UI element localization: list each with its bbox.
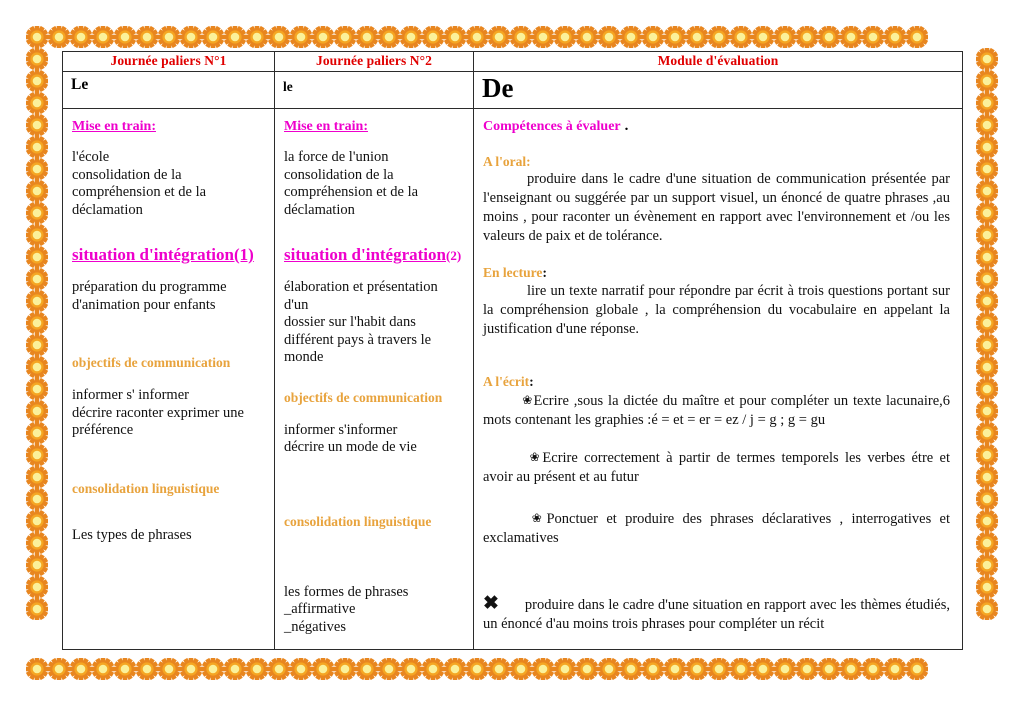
sun-flower-icon <box>976 114 998 136</box>
list-item: informer s' informer <box>72 387 189 403</box>
col3-ecrit-text-2: Ecrire correctement à partir de termes temporels les verbes étre et avoir au présent et au futur <box>483 450 950 485</box>
sun-flower-icon <box>224 26 246 48</box>
col1-situation-number: (1) <box>234 245 254 264</box>
list-item: informer s'informer <box>284 421 398 438</box>
col3-final-text: produire dans le cadre d'une situation en rapport avec les thèmes étudiés, un énoncé d'au moins trois phrases pour compléter un récit <box>483 597 950 632</box>
flower-bullet-icon: ❀ <box>527 511 547 525</box>
sun-flower-icon <box>224 658 246 680</box>
list-item: monde <box>284 349 324 365</box>
col3-oral-text-wrap <box>483 170 950 246</box>
sun-flower-icon <box>664 658 686 680</box>
col1-mise-en-train-lines <box>72 149 266 219</box>
sun-flower-icon <box>268 658 290 680</box>
list-item: d'animation pour enfants <box>72 296 216 313</box>
progression-table <box>62 51 963 650</box>
sun-flower-icon <box>796 658 818 680</box>
sun-flower-icon <box>246 658 268 680</box>
sun-flower-icon <box>26 180 48 202</box>
sun-flower-icon <box>180 26 202 48</box>
col2-mise-en-train-lines <box>284 149 465 219</box>
sun-flower-icon <box>976 312 998 334</box>
sun-flower-icon <box>976 290 998 312</box>
sun-flower-icon <box>26 598 48 620</box>
sun-flower-icon <box>884 658 906 680</box>
sun-flower-icon <box>26 422 48 444</box>
sun-flower-icon <box>976 576 998 598</box>
sun-flower-icon <box>664 26 686 48</box>
sun-flower-icon <box>26 378 48 400</box>
decorative-border-right <box>976 48 998 658</box>
sun-flower-icon <box>422 658 444 680</box>
sun-flower-icon <box>26 488 48 510</box>
sun-flower-icon <box>976 246 998 268</box>
sun-flower-icon <box>378 658 400 680</box>
sun-flower-icon <box>26 356 48 378</box>
sun-flower-icon <box>510 658 532 680</box>
col3-oral-label: A l'oral: <box>483 154 531 169</box>
sun-flower-icon <box>752 26 774 48</box>
col3-ecrit-colon: : <box>529 375 534 390</box>
sun-flower-icon <box>26 554 48 576</box>
col2-situation-lines <box>284 279 465 367</box>
list-item: consolidation de la <box>284 166 394 183</box>
header-cell-col1 <box>63 52 275 72</box>
col3-lecture-text-wrap <box>483 282 950 339</box>
sun-flower-icon <box>114 26 136 48</box>
col3-oral-text: produire dans le cadre d'une situation de communication présentée par l'enseignant ou suggérée par un support visuel, un énoncé de quatre phrases ,au moins , pour raconter un évènement en rapport avec l'environnement et /ou les valeurs de paix et de tolérance. <box>483 171 950 244</box>
col3-lecture-heading <box>483 264 950 282</box>
list-item: consolidation de la <box>72 166 182 183</box>
sun-flower-icon <box>642 658 664 680</box>
col3-ecrit-heading <box>483 373 950 391</box>
sun-flower-icon <box>114 658 136 680</box>
sun-flower-icon <box>422 26 444 48</box>
sun-flower-icon <box>532 658 554 680</box>
sun-flower-icon <box>510 26 532 48</box>
col1-consolidation-label: consolidation linguistique <box>72 480 220 496</box>
sun-flower-icon <box>488 658 510 680</box>
sun-flower-icon <box>976 554 998 576</box>
subheader-label-col2: le <box>283 79 293 94</box>
sun-flower-icon <box>976 466 998 488</box>
sun-flower-icon <box>466 26 488 48</box>
sun-flower-icon <box>686 658 708 680</box>
sun-flower-icon <box>136 658 158 680</box>
sun-flower-icon <box>444 658 466 680</box>
sun-flower-icon <box>48 26 70 48</box>
subheader-cell-col1 <box>63 72 275 109</box>
sun-flower-icon <box>620 26 642 48</box>
sun-flower-icon <box>862 658 884 680</box>
sun-flower-icon <box>976 598 998 620</box>
col2-consolidation-lines <box>284 584 465 637</box>
list-item: élaboration et présentation d'un <box>284 279 438 313</box>
sun-flower-icon <box>26 334 48 356</box>
decorative-border-bottom <box>26 658 998 680</box>
list-item: déclamation <box>72 201 143 218</box>
col3-ecrit-label: A l'écrit <box>483 374 530 389</box>
sun-flower-icon <box>976 92 998 114</box>
sun-flower-icon <box>26 26 48 48</box>
sun-flower-icon <box>862 26 884 48</box>
col1-consolidation-lines <box>72 527 266 545</box>
col2-consolidation-label: consolidation linguistique <box>284 513 432 529</box>
header-title-col1: Journée paliers N°1 <box>110 53 227 68</box>
sun-flower-icon <box>334 26 356 48</box>
sun-flower-icon <box>26 576 48 598</box>
sun-flower-icon <box>752 658 774 680</box>
col3-ecrit-text-3: Ponctuer et produire des phrases déclaratives , interrogatives et exclamatives <box>483 511 950 546</box>
list-item: compréhension et de la <box>72 184 207 200</box>
col2-mise-en-train-label: Mise en train: <box>284 119 368 134</box>
sun-flower-icon <box>378 26 400 48</box>
sun-flower-icon <box>976 334 998 356</box>
sun-flower-icon <box>70 658 92 680</box>
col3-ecrit-text-1: Ecrire ,sous la dictée du maître et pour compléter un texte lacunaire,6 mots contenant les graphies :é = et = er = ez / j = g ; g = gu <box>483 393 951 428</box>
sun-flower-icon <box>976 510 998 532</box>
sun-flower-icon <box>976 422 998 444</box>
list-item: l'école <box>72 149 110 165</box>
sun-flower-icon <box>976 48 998 70</box>
col1-content <box>63 109 274 552</box>
sun-flower-icon <box>906 658 928 680</box>
table-subheader-row <box>63 72 963 109</box>
sun-flower-icon <box>202 658 224 680</box>
list-item: compréhension et de la <box>284 184 419 200</box>
col2-situation-number: (2) <box>446 248 462 263</box>
sun-flower-icon <box>976 180 998 202</box>
col2-content <box>275 109 473 644</box>
col3-content <box>474 109 962 642</box>
body-cell-col3 <box>474 109 963 650</box>
col1-situation-label: situation d'intégration <box>72 245 234 264</box>
col3-ecrit-item-1 <box>483 391 950 430</box>
sun-flower-icon <box>290 26 312 48</box>
sun-flower-icon <box>796 26 818 48</box>
sun-flower-icon <box>158 658 180 680</box>
sun-flower-icon <box>906 26 928 48</box>
sun-flower-icon <box>976 224 998 246</box>
sun-flower-icon <box>400 26 422 48</box>
flower-bullet-icon: ❀ <box>527 450 543 464</box>
sun-flower-icon <box>312 26 334 48</box>
sun-flower-icon <box>818 26 840 48</box>
sun-flower-icon <box>708 26 730 48</box>
col1-mise-en-train-label: Mise en train: <box>72 119 156 134</box>
col3-lecture-text: lire un texte narratif pour répondre par écrit à trois questions portant sur la compréhension globale , la compréhension du vocabulaire en appelant la justification d'une réponse. <box>483 283 950 337</box>
subheader-cell-col3 <box>474 72 963 109</box>
sun-flower-icon <box>976 444 998 466</box>
col3-lecture-colon: : <box>542 266 548 281</box>
body-cell-col2 <box>275 109 474 650</box>
sun-flower-icon <box>976 158 998 180</box>
sun-flower-icon <box>92 26 114 48</box>
flower-bullet-icon: ❀ <box>521 393 534 407</box>
sun-flower-icon <box>290 658 312 680</box>
sun-flower-icon <box>202 26 224 48</box>
sun-flower-icon <box>976 268 998 290</box>
sun-flower-icon <box>136 26 158 48</box>
list-item: préparation du programme <box>72 279 227 295</box>
header-cell-col2 <box>275 52 474 72</box>
sun-flower-icon <box>334 658 356 680</box>
sun-flower-icon <box>818 658 840 680</box>
sun-flower-icon <box>686 26 708 48</box>
sun-flower-icon <box>26 202 48 224</box>
sun-flower-icon <box>488 26 510 48</box>
col1-objectifs-lines <box>72 387 266 440</box>
col1-objectifs-label: objectifs de communication <box>72 355 231 370</box>
decorative-border-top <box>26 26 998 48</box>
sun-flower-icon <box>26 400 48 422</box>
col1-situation-heading <box>72 245 266 265</box>
sun-flower-icon <box>576 658 598 680</box>
sun-flower-icon <box>840 26 862 48</box>
sun-flower-icon <box>730 26 752 48</box>
sun-flower-icon <box>554 658 576 680</box>
sun-flower-icon <box>598 658 620 680</box>
sun-flower-icon <box>976 532 998 554</box>
list-item: décrire raconter exprimer une <box>72 404 244 421</box>
col3-final-item <box>483 594 950 634</box>
col3-competences-dot: . <box>624 118 629 134</box>
sun-flower-icon <box>26 48 48 70</box>
sun-flower-icon <box>532 26 554 48</box>
sun-flower-icon <box>976 202 998 224</box>
sun-flower-icon <box>400 658 422 680</box>
sun-flower-icon <box>26 658 48 680</box>
list-item: les formes de phrases <box>284 583 409 600</box>
sun-flower-icon <box>92 658 114 680</box>
cross-mark-icon: ✖ <box>483 593 499 614</box>
sun-flower-icon <box>730 658 752 680</box>
list-item: déclamation <box>284 201 355 218</box>
sun-flower-icon <box>26 92 48 114</box>
progression-table-wrapper <box>62 51 962 649</box>
sun-flower-icon <box>26 510 48 532</box>
header-title-col3: Module d'évaluation <box>657 53 779 68</box>
sun-flower-icon <box>976 136 998 158</box>
table-body-row <box>63 109 963 650</box>
sun-flower-icon <box>356 26 378 48</box>
col3-lecture-label: En lecture <box>483 265 543 280</box>
sun-flower-icon <box>356 658 378 680</box>
sun-flower-icon <box>444 26 466 48</box>
list-item: différent pays à travers le <box>284 331 432 348</box>
col3-competences-heading <box>483 117 950 135</box>
sun-flower-icon <box>268 26 290 48</box>
header-cell-col3 <box>474 52 963 72</box>
sun-flower-icon <box>976 400 998 422</box>
sun-flower-icon <box>48 658 70 680</box>
sun-flower-icon <box>26 114 48 136</box>
list-item: _affirmative <box>284 601 356 617</box>
sun-flower-icon <box>642 26 664 48</box>
list-item: la force de l'union <box>284 149 389 165</box>
sun-flower-icon <box>246 26 268 48</box>
list-item: préférence <box>72 422 134 438</box>
list-item: dossier sur l'habit dans <box>284 314 416 330</box>
table-header-row <box>63 52 963 72</box>
subheader-label-col1: Le <box>71 76 89 93</box>
list-item: décrire un mode de vie <box>284 439 417 455</box>
col1-situation-lines <box>72 279 266 314</box>
sun-flower-icon <box>620 658 642 680</box>
sun-flower-icon <box>26 246 48 268</box>
sun-flower-icon <box>976 488 998 510</box>
sun-flower-icon <box>180 658 202 680</box>
col3-ecrit-item-2 <box>483 448 950 487</box>
sun-flower-icon <box>26 136 48 158</box>
sun-flower-icon <box>312 658 334 680</box>
subheader-label-col3: De <box>482 73 514 103</box>
sun-flower-icon <box>26 532 48 554</box>
sun-flower-icon <box>774 26 796 48</box>
sun-flower-icon <box>70 26 92 48</box>
col2-objectifs-lines <box>284 422 465 457</box>
sun-flower-icon <box>26 224 48 246</box>
sun-flower-icon <box>840 658 862 680</box>
sun-flower-icon <box>884 26 906 48</box>
col2-situation-label: situation d'intégration <box>284 245 446 264</box>
list-item: _négatives <box>284 618 347 635</box>
sun-flower-icon <box>976 356 998 378</box>
col2-objectifs-label: objectifs de communication <box>284 389 443 405</box>
sun-flower-icon <box>976 70 998 92</box>
col3-ecrit-item-3 <box>483 509 950 548</box>
sun-flower-icon <box>708 658 730 680</box>
subheader-cell-col2 <box>275 72 474 109</box>
sun-flower-icon <box>26 312 48 334</box>
sun-flower-icon <box>26 70 48 92</box>
sun-flower-icon <box>158 26 180 48</box>
decorative-border-left <box>26 48 48 658</box>
sun-flower-icon <box>466 658 488 680</box>
list-item: Les types de phrases <box>72 526 192 543</box>
sun-flower-icon <box>26 466 48 488</box>
sun-flower-icon <box>554 26 576 48</box>
sun-flower-icon <box>576 26 598 48</box>
sun-flower-icon <box>976 378 998 400</box>
body-cell-col1 <box>63 109 275 650</box>
sun-flower-icon <box>26 158 48 180</box>
sun-flower-icon <box>774 658 796 680</box>
col2-situation-heading <box>284 245 465 265</box>
col3-competences-label: Compétences à évaluer <box>483 119 621 134</box>
sun-flower-icon <box>26 444 48 466</box>
header-title-col2: Journée paliers N°2 <box>315 53 433 68</box>
sun-flower-icon <box>598 26 620 48</box>
sun-flower-icon <box>26 290 48 312</box>
sun-flower-icon <box>26 268 48 290</box>
